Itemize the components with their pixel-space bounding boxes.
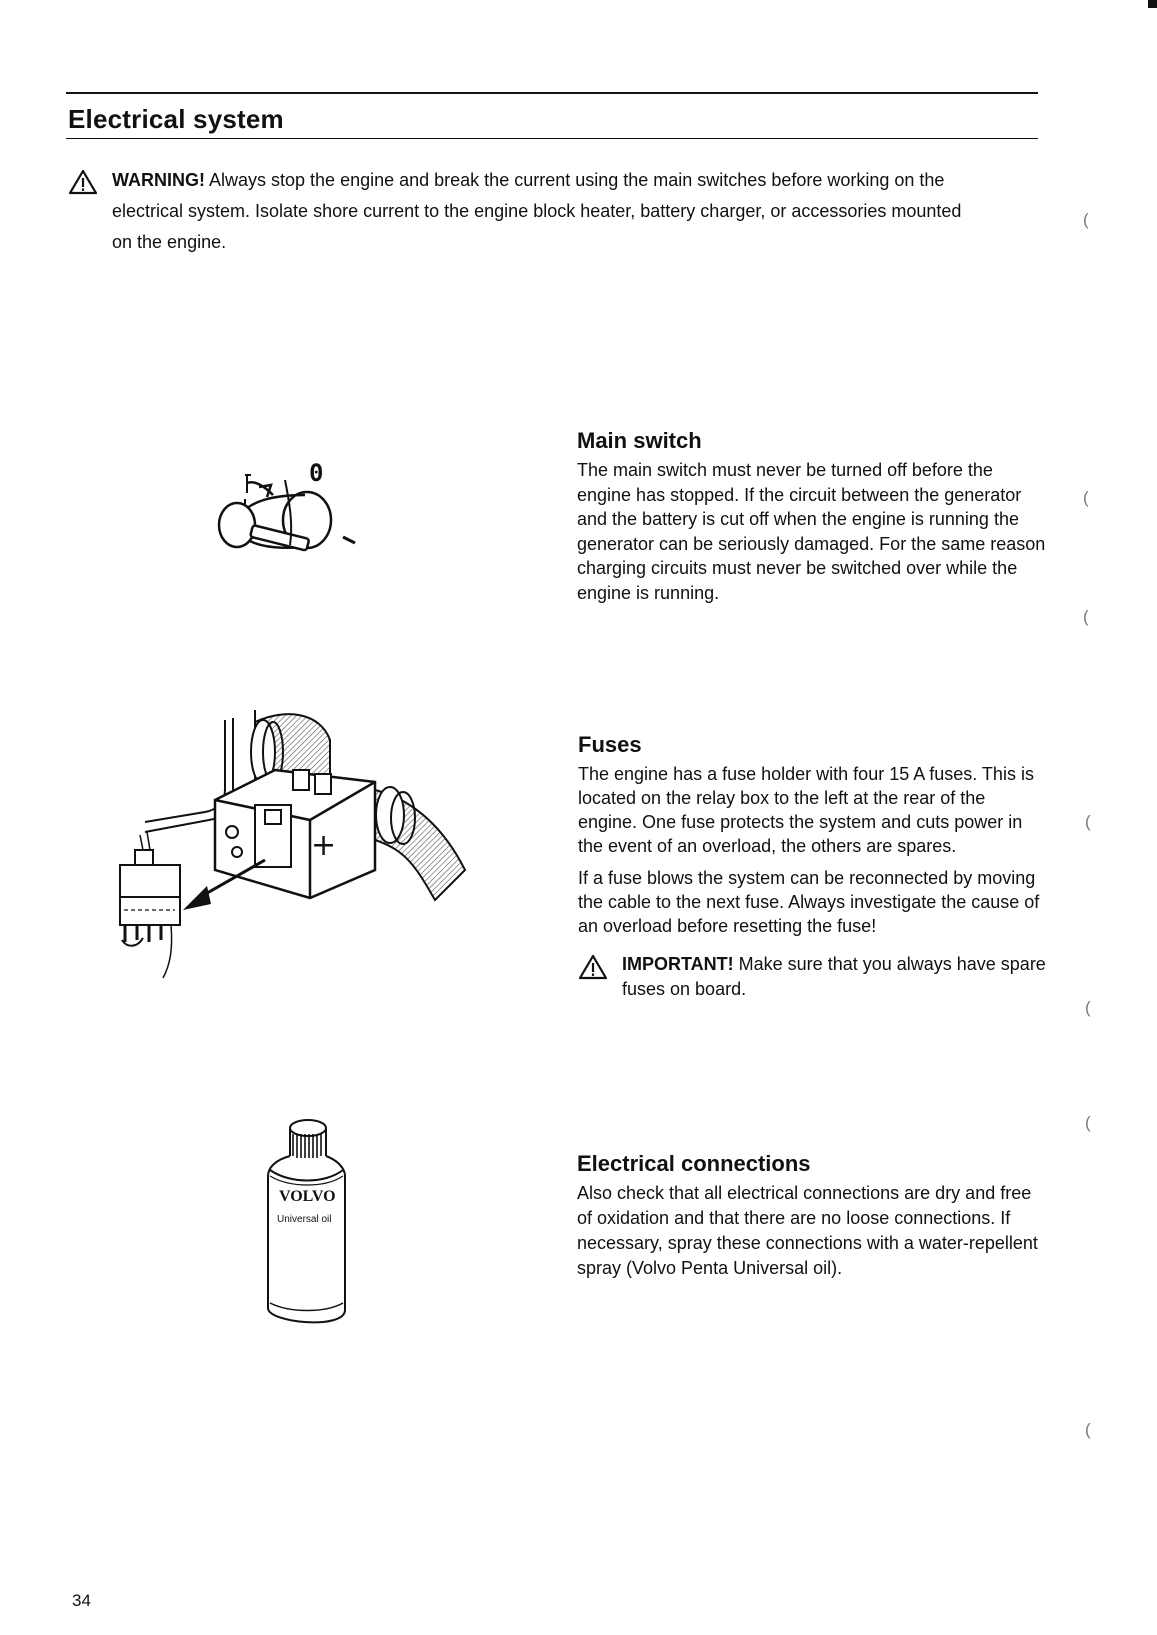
- fuses-text-1: The engine has a fuse holder with four 15 A fuses. This is located on the relay box to the left at the rear of the engine. One fuse protects the system and cuts power in the event of an overload, the others are spares.: [578, 764, 1034, 856]
- important-note: [578, 952, 1048, 1001]
- margin-mark: (: [1085, 998, 1091, 1017]
- title-underline: [66, 138, 1038, 139]
- margin-mark: (: [1083, 607, 1089, 626]
- fuse-box-illustration: [115, 710, 495, 1005]
- connections-section: [577, 1151, 1047, 1281]
- margin-mark: (: [1083, 488, 1089, 507]
- fuses-heading: Fuses: [578, 732, 642, 757]
- main-switch-heading: Main switch: [577, 428, 702, 453]
- warning-text-1: Always stop the engine and break the current using the main switches before working on the: [205, 170, 945, 190]
- margin-mark: (: [1085, 1420, 1091, 1439]
- switch-label-zero: 0: [309, 459, 324, 487]
- warning-label: WARNING!: [112, 170, 205, 190]
- margin-mark: (: [1083, 210, 1089, 229]
- main-switch-illustration: [215, 459, 375, 585]
- main-switch-text: The main switch must never be turned off before the engine has stopped. If the circuit between the generator and the battery is cut off when the engine is running the generator can be seriously damaged. For the same reason charging circuits must never be switched over while the engine is running.: [577, 460, 1046, 603]
- important-label: IMPORTANT!: [622, 954, 734, 974]
- important-body: Make sure that you always have spare fuses on board.: [622, 954, 1046, 999]
- page-number: 34: [72, 1591, 91, 1610]
- warning-line-1: [112, 165, 1038, 196]
- warning-triangle-icon: [68, 169, 98, 205]
- connections-text: Also check that all electrical connections are dry and free of oxidation and that there are no loose connections. If necessary, spray these connections with a water-repellent spray (Volvo Penta Universal oil).: [577, 1183, 1038, 1278]
- important-text: [622, 952, 1048, 1001]
- warning-triangle-icon: [578, 954, 608, 987]
- plus-label: +: [311, 828, 337, 863]
- fuses-text-2: If a fuse blows the system can be reconnected by moving the cable to the next fuse. Always investigate the cause of an overload before resetting the fuse!: [578, 868, 1040, 936]
- top-rule: [66, 92, 1038, 94]
- fuses-section: [578, 732, 1048, 1001]
- margin-mark: (: [1085, 812, 1091, 831]
- margin-mark: (: [1085, 1113, 1091, 1132]
- spray-can-illustration: [265, 1118, 365, 1333]
- can-product: Universal oil: [277, 1214, 332, 1225]
- page-title: Electrical system: [68, 104, 284, 134]
- connections-heading: Electrical connections: [577, 1151, 811, 1176]
- corner-mark: [1148, 0, 1157, 8]
- warning-line-2: electrical system. Isolate shore current to the engine block heater, battery charger, or accessories mounted: [112, 201, 962, 221]
- warning-block: [68, 165, 1038, 258]
- main-switch-section: [577, 428, 1047, 605]
- warning-line-3: on the engine.: [112, 232, 227, 252]
- can-brand: VOLVO: [279, 1188, 336, 1205]
